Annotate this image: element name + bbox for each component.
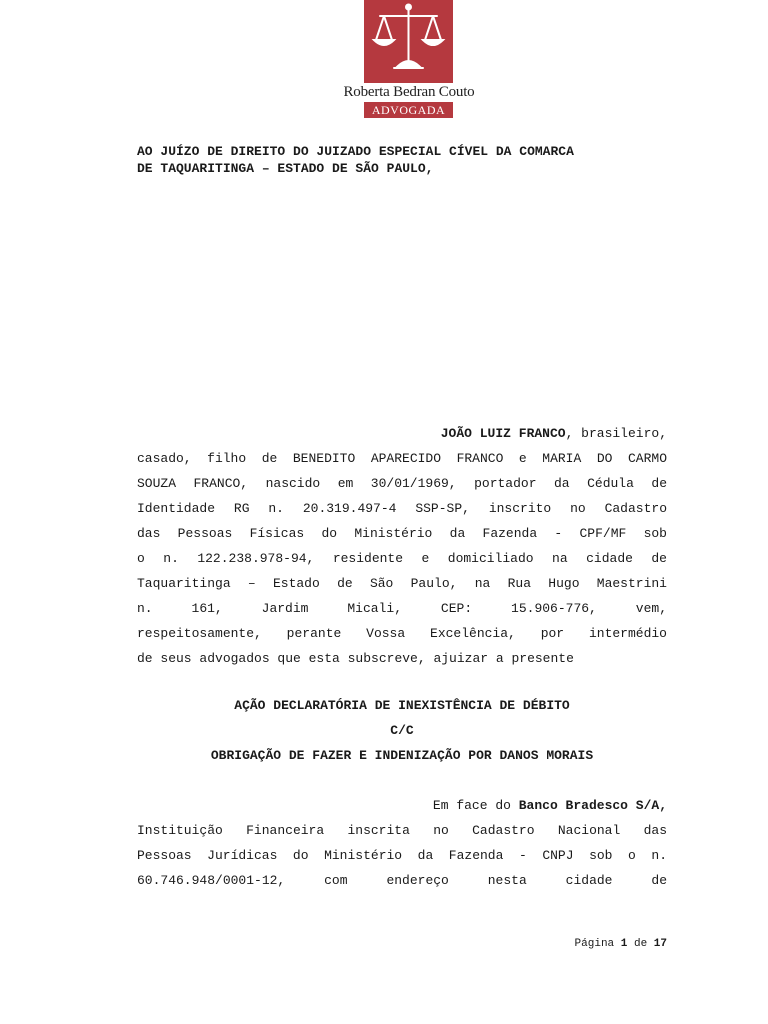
addressee-heading: [137, 143, 667, 177]
action-title-line-2: C/C: [390, 723, 414, 738]
addressee-line-1: AO JUÍZO DE DIREITO DO JUIZADO ESPECIAL CÍVEL DA COMARCA: [137, 144, 574, 159]
page-label: Página: [574, 938, 615, 950]
action-title-line-1: AÇÃO DECLARATÓRIA DE INEXISTÊNCIA DE DÉBITO: [234, 698, 570, 713]
firm-name: Roberta Bedran Couto: [343, 84, 475, 100]
defendant-line: Instituição Financeira inscrita no Cadastro Nacional das: [137, 823, 667, 838]
plaintiff-line: respeitosamente, perante Vossa Excelência, por intermédio: [137, 626, 667, 641]
defendant-intro: Em face do: [432, 798, 519, 813]
defendant-paragraph: [137, 793, 667, 893]
plaintiff-line: n. 161, Jardim Micali, CEP: 15.906-776, vem,: [137, 601, 667, 616]
defendant-line: 60.746.948/0001-12, com endereço nesta cidade de: [137, 873, 667, 888]
plaintiff-line: SOUZA FRANCO, nascido em 30/01/1969, portador da Cédula de: [137, 476, 667, 491]
plaintiff-line: de seus advogados que esta subscreve, ajuizar a presente: [137, 651, 574, 666]
defendant-first-line: [137, 793, 667, 818]
defendant-line: Pessoas Jurídicas do Ministério da Fazenda - CNPJ sob o n.: [137, 848, 667, 863]
plaintiff-line: casado, filho de BENEDITO APARECIDO FRANCO e MARIA DO CARMO: [137, 451, 667, 466]
plaintiff-name: JOÃO LUIZ FRANCO: [440, 426, 566, 441]
plaintiff-line: o n. 122.238.978-94, residente e domiciliado na cidade de: [137, 551, 667, 566]
scales-of-justice-icon: [364, 0, 453, 83]
plaintiff-line: Taquaritinga – Estado de São Paulo, na Rua Hugo Maestrini: [137, 576, 667, 591]
page-current: 1: [620, 938, 628, 950]
plaintiff-paragraph: [137, 421, 667, 671]
page-of: de: [633, 938, 648, 950]
page-total: 17: [653, 938, 667, 950]
plaintiff-first-rest: , brasileiro,: [565, 426, 667, 441]
plaintiff-first-line: [137, 421, 667, 446]
page-number: [460, 938, 667, 950]
plaintiff-line: das Pessoas Físicas do Ministério da Fazenda - CPF/MF sob: [137, 526, 667, 541]
defendant-first-rest: ,: [659, 798, 667, 813]
action-title-line-3: OBRIGAÇÃO DE FAZER E INDENIZAÇÃO POR DANOS MORAIS: [210, 748, 594, 763]
plaintiff-line: Identidade RG n. 20.319.497-4 SSP-SP, inscrito no Cadastro: [137, 501, 667, 516]
action-title: [137, 693, 667, 768]
firm-logo: [333, 0, 485, 120]
firm-tag: ADVOGADA: [364, 102, 453, 118]
addressee-line-2: DE TAQUARITINGA – ESTADO DE SÃO PAULO,: [137, 161, 434, 176]
defendant-name: Banco Bradesco S/A: [518, 798, 660, 813]
